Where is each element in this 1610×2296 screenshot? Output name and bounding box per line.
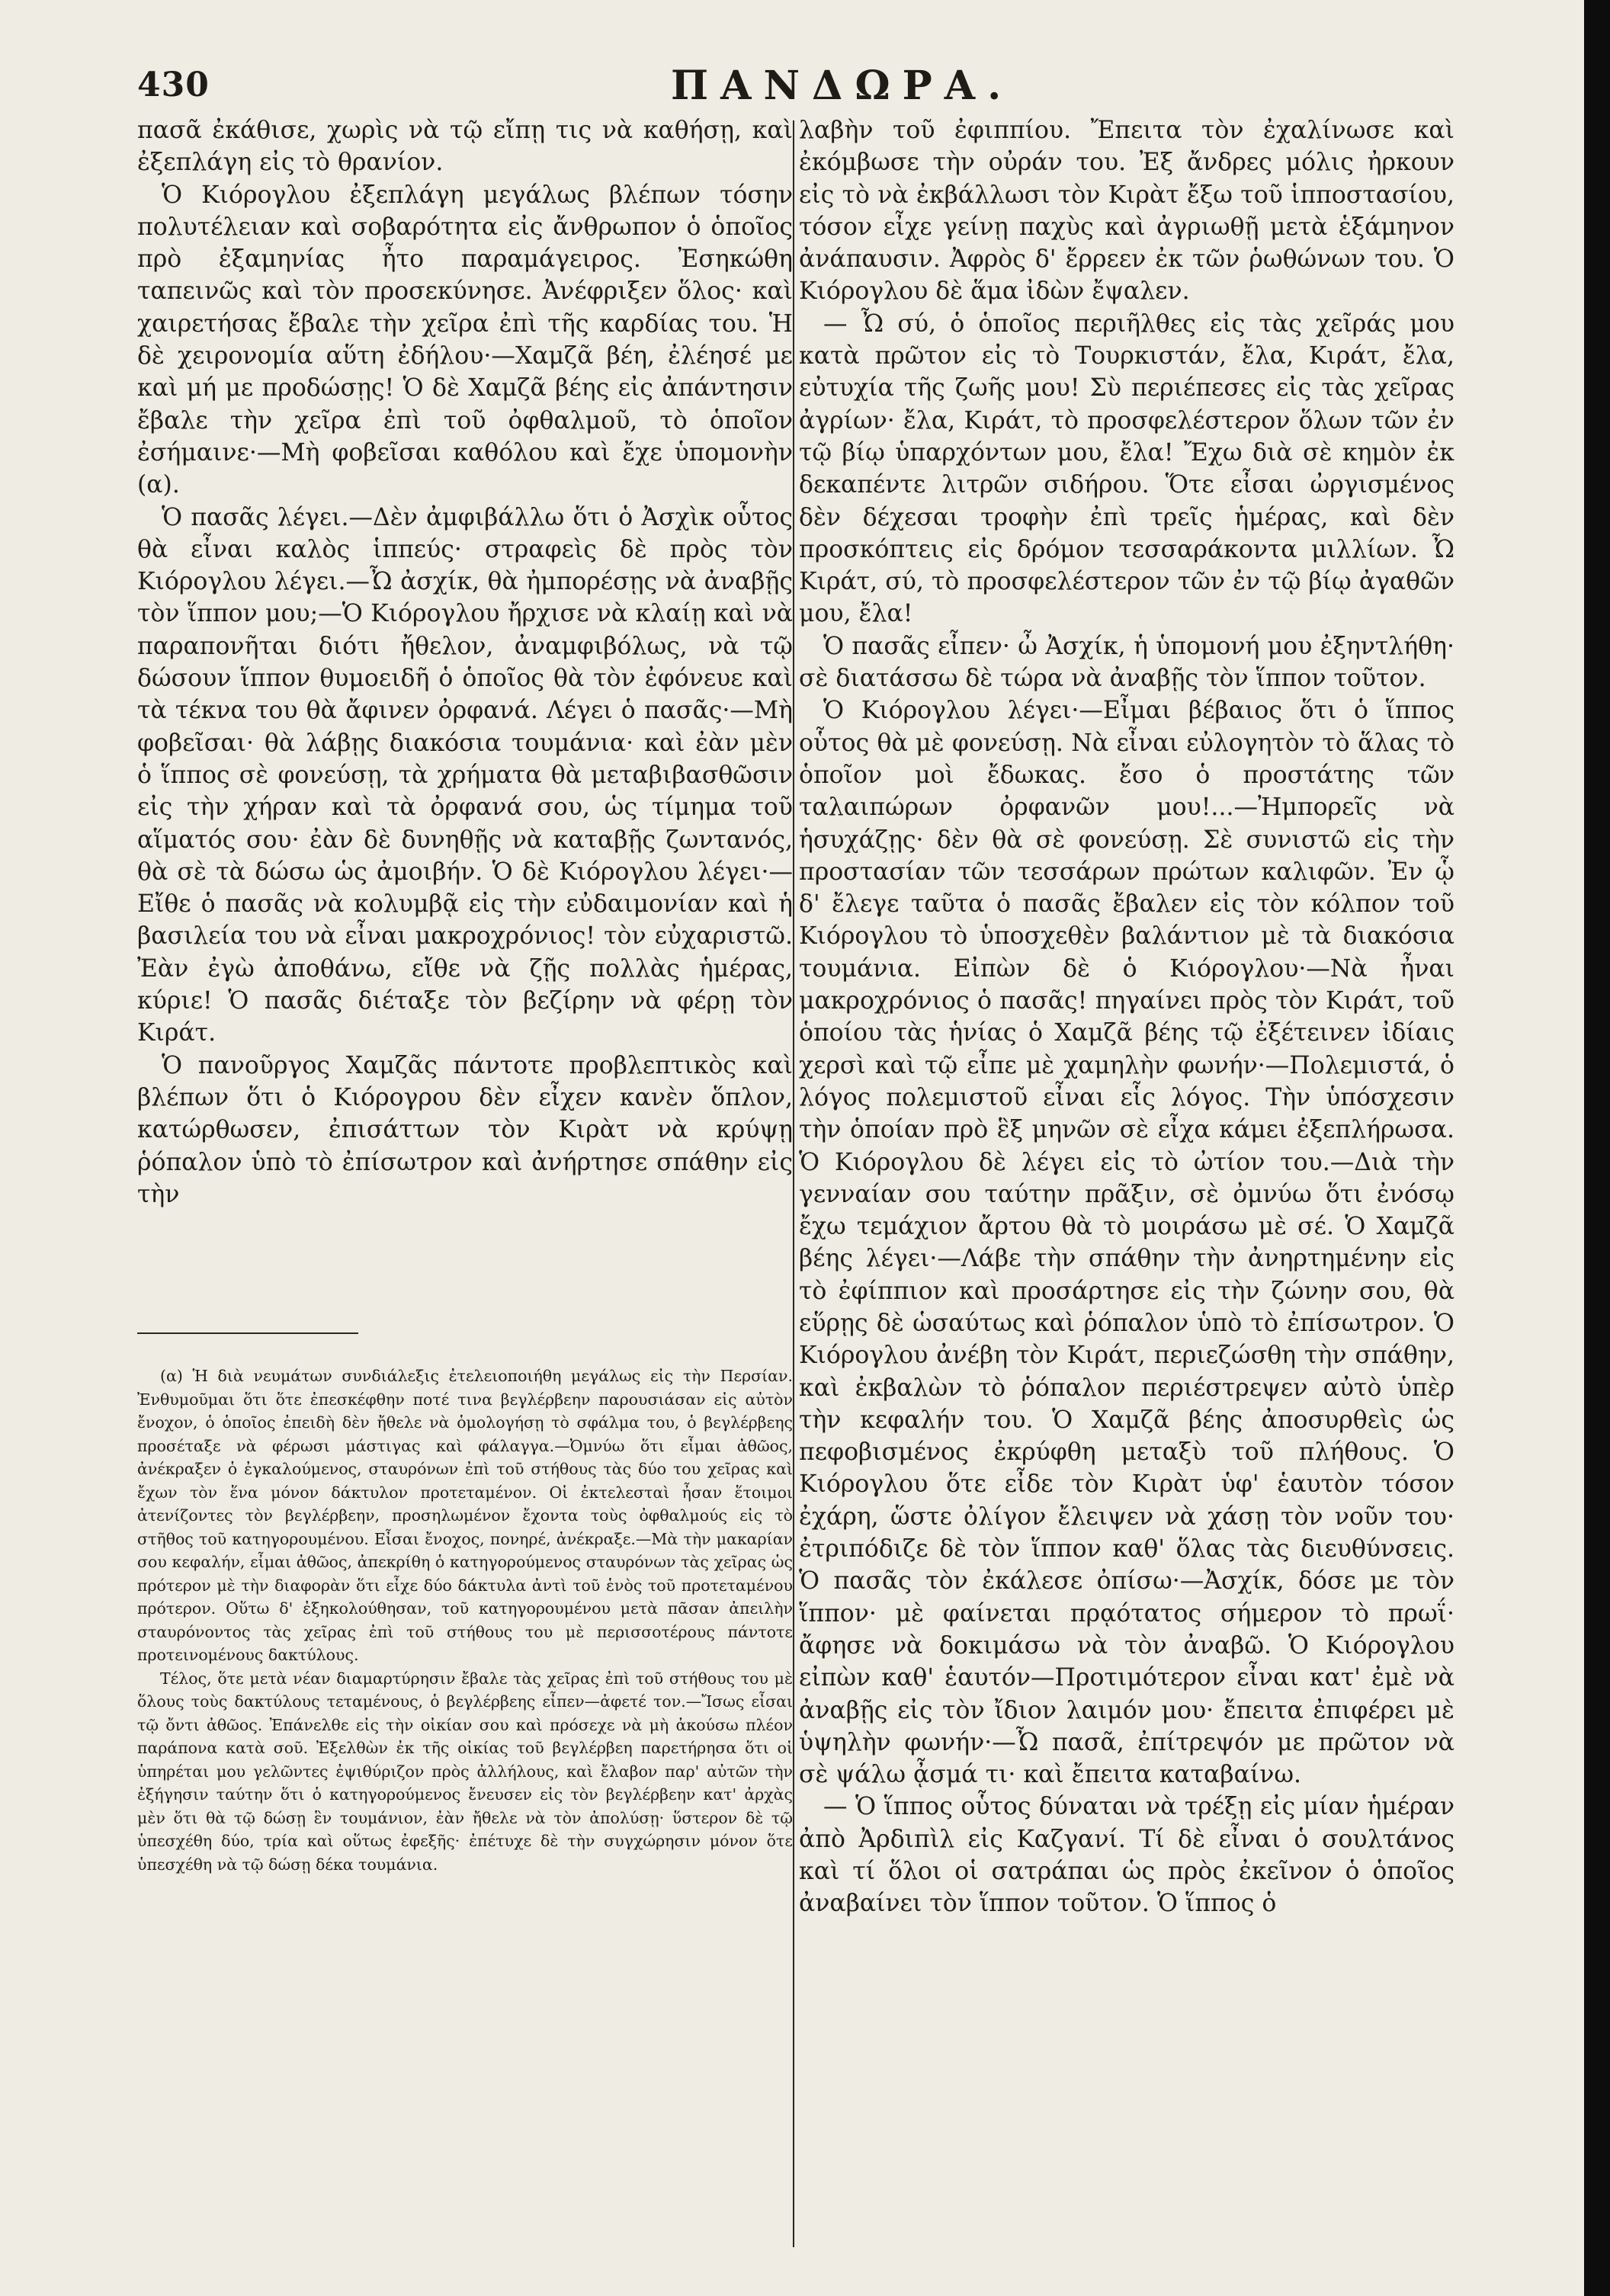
column-divider (793, 120, 794, 2247)
page-header (137, 63, 1570, 116)
paragraph: — Ὁ ἵππος οὗτος δύναται νὰ τρέξῃ εἰς μίαν ἡμέραν ἀπὸ Ἀρδιπὶλ εἰς Καζγανί. Τί δὲ εἶναι ὁ σουλτάνος καὶ τί ὅλοι οἱ σατράπαι ὡς πρὸς ἐκεῖνον ὁ ὁποῖος ἀναβαίνει τὸν ἵππον τοῦτον. Ὁ ἵππος ὁ (799, 1793, 1454, 1918)
right-column (799, 114, 1454, 1920)
paragraph: λαβὴν τοῦ ἐφιππίου. Ἔπειτα τὸν ἐχαλίνωσε καὶ ἐκόμβωσε τὴν οὐράν του. Ἐξ ἄνδρες μόλις ἠρκουν εἰς τὸ νὰ ἐκβάλλωσι τὸν Κιρὰτ ἔξω τοῦ ἱπποστασίου, τόσον εἶχε γείνῃ παχὺς καὶ ἀγριωθῇ μετὰ ἑξάμηνον ἀνάπαυσιν. Ἀφρὸς δ' ἔρρεεν ἐκ τῶν ῥωθώνων του. Ὁ Κιόρογλου δὲ ἅμα ἰδὼν ἔψαλεν. (799, 117, 1454, 306)
paragraph: Ὁ πασᾶς λέγει.—Δὲν ἀμφιβάλλω ὅτι ὁ Ἀσχὶκ οὗτος θὰ εἶναι καλὸς ἱππεύς· στραφεὶς δὲ πρὸς τὸν Κιόρογλου λέγει.—Ὦ ἀσχίκ, θὰ ἠμπορέσῃς νὰ ἀναβῇς τὸν ἵππον μου;—Ὁ Κιόρογλου ἤρχισε νὰ κλαίῃ καὶ νὰ παραπονῆται διότι ἤθελον, ἀναμφιβόλως, νὰ τῷ δώσουν ἵππον θυμοειδῆ ὁ ὁποῖος θὰ τὸν ἐφόνευε καὶ τὰ τέκνα του θὰ ἄφινεν ὀρφανά. Λέγει ὁ πασᾶς·—Μὴ φοβεῖσαι· θὰ λάβῃς διακόσια τουμάνια· καὶ ἐὰν μὲν ὁ ἵππος σὲ φονεύσῃ, τὰ χρήματα θὰ μεταβιβασθῶσιν εἰς τὴν χήραν καὶ τὰ ὀρφανά σου, ὡς τίμημα τοῦ αἵματός σου· ἐὰν δὲ δυνηθῇς νὰ καταβῇς ζωντανός, θὰ σὲ τὰ δώσω ὡς ἀμοιβήν. Ὁ δὲ Κιόρογλου λέγει·—Εἴθε ὁ πασᾶς νὰ κολυμβᾷ εἰς τὴν εὐδαιμονίαν καὶ ἡ βασιλεία του νὰ εἶναι μακροχρόνιος! τὸν εὐχαριστῶ. Ἐὰν ἐγὼ ἀποθάνω, εἴθε νὰ ζῇς πολλὰς ἡμέρας, κύριε! Ὁ πασᾶς διέταξε τὸν βεζίρην νὰ φέρῃ τὸν Κιράτ. (137, 503, 793, 1047)
footnote-separator (137, 1332, 358, 1334)
footnotes (137, 1364, 793, 1876)
paragraph: Ὁ Κιόρογλου ἐξεπλάγη μεγάλως βλέπων τόσην πολυτέλειαν καὶ σοβαρότητα εἰς ἄνθρωπον ὁ ὁποῖος πρὸ ἐξαμηνίας ἦτο παραμάγειρος. Ἐσηκώθη ταπεινῶς καὶ τὸν προσεκύνησε. Ἀνέφριξεν ὅλος· καὶ χαιρετήσας ἔβαλε τὴν χεῖρα ἐπὶ τῆς καρδίας του. Ἡ δὲ χειρονομία αὕτη ἐδήλου·—Χαμζᾶ βέη, ἐλέησέ με καὶ μή με προδώσῃς! Ὁ δὲ Χαμζᾶ βέης εἰς ἀπάντησιν ἔβαλε τὴν χεῖρα ἐπὶ τοῦ ὀφθαλμοῦ, τὸ ὁποῖον ἐσήμαινε·—Μὴ φοβεῖσαι καθόλου καὶ ἔχε ὑπομονὴν (α). (137, 181, 793, 499)
footnote: (α) Ἡ διὰ νευμάτων συνδιάλεξις ἐτελειοποιήθη μεγάλως εἰς τὴν Περσίαν. Ἐνθυμοῦμαι ὅτι ὅτε ἐπεσκέφθην ποτέ τινα βεγλέρβεην παρουσιάσαν εἰς αὐτὸν ἔνοχον, ὁ ὁποῖος ἐπειδὴ δὲν ἤθελε νὰ ὁμολογήσῃ τὸ σφάλμα του, ὁ βεγλέρβεης προσέταξε νὰ φέρωσι μάστιγας καὶ φάλαγγα.—Ὀμνύω ὅτι εἶμαι ἀθῶος, ἀνέκραξεν ὁ ἐγκαλούμενος, σταυρόνων ἐπὶ τοῦ στήθους τὰς δύο του χεῖρας καὶ ἔχων τὸν ἕνα μόνον δάκτυλον προτεταμένον. Οἱ ἐκτελεσταὶ ἦσαν ἕτοιμοι ἀτενίζοντες τὸν βεγλέρβεην, προσηλωμένον ἔχοντα τοὺς ὀφθαλμούς εἰς τὸ στῆθος τοῦ κατηγορουμένου. Εἶσαι ἔνοχος, πονηρέ, ἀνέκραξε.—Μὰ τὴν μακαρίαν σου κεφαλήν, εἶμαι ἀθῶος, ἀπεκρίθη ὁ κατηγορούμενος σταυρόνων τὰς χεῖρας ὡς πρότερον μὲ τὴν διαφορὰν ὅτι εἶχε δύο δάκτυλα ἀντὶ τοῦ ἑνὸς τοῦ προτεταμένου πρότερον. Οὕτω δ' ἐξηκολούθησαν, τοῦ κατηγορουμένου μετὰ πᾶσαν ἀπειλὴν σταυρόνοντος τὰς χεῖρας ἐπὶ τοῦ στήθους του μὲ περισσοτέρους πάντοτε προτεινομένους δακτύλους. (137, 1367, 793, 1664)
page-number: 430 (137, 66, 210, 104)
running-title: ΠΑΝΔΩΡΑ. (671, 63, 1014, 109)
paragraph: πασᾶ ἐκάθισε, χωρὶς νὰ τῷ εἴπῃ τις νὰ καθήσῃ, καὶ ἐξεπλάγη εἰς τὸ θρανίον. (137, 117, 793, 177)
paragraph: Ὁ πασᾶς εἶπεν· ὦ Ἀσχίκ, ἡ ὑπομονή μου ἐξηντλήθη· σὲ διατάσσω δὲ τώρα νὰ ἀναβῇς τὸν ἵππον τοῦτον. (799, 632, 1454, 693)
left-column (137, 114, 793, 1211)
footnote: Τέλος, ὅτε μετὰ νέαν διαμαρτύρησιν ἔβαλε τὰς χεῖρας ἐπὶ τοῦ στήθους του μὲ ὅλους τοὺς δακτύλους τεταμένους, ὁ βεγλέρβεης εἶπεν—ἀφετέ τον.—Ἴσως εἶσαι τῷ ὄντι ἀθῶος. Ἐπάνελθε εἰς τὴν οἰκίαν σου καὶ πρόσεχε νὰ μὴ ἀκούσω πλέον παράπονα κατὰ σοῦ. Ἐξελθὼν ἐκ τῆς οἰκίας τοῦ βεγλέρβεη παρετήρησα ὅτι οἱ ὑπηρέται μου γελῶντες ἐψιθύριζον πρὸς ἀλλήλους, καὶ ἔλαβον παρ' αὐτῶν τὴν ἐξήγησιν ταύτην ὅτι ὁ κατηγορούμενος ἔνευσεν εἰς τὸν βεγλέρβεην κατ' ἀρχὰς μὲν ὅτι θὰ τῷ δώσῃ ἓν τουμάνιον, ἐὰν ἤθελε νὰ τὸν ἀπολύσῃ· ὕστερον δὲ τῷ ὑπεσχέθη δύο, τρία καὶ οὕτως ἐφεξῆς· ἐπέτυχε δὲ τὴν συγχώρησιν μόνον ὅτε ὑπεσχέθη νὰ τῷ δώσῃ δέκα τουμάνια. (137, 1669, 793, 1874)
paragraph: — Ὦ σύ, ὁ ὁποῖος περιῆλθες εἰς τὰς χεῖράς μου κατὰ πρῶτον εἰς τὸ Τουρκιστάν, ἔλα, Κιράτ, ἔλα, εὐτυχία τῆς ζωῆς μου! Σὺ περιέπεσες εἰς τὰς χεῖρας ἀγρίων· ἔλα, Κιράτ, τὸ προσφελέστερον ὅλων τῶν ἐν τῷ βίῳ ὑπαρχόντων μου, ἔλα! Ἔχω διὰ σὲ κημὸν ἐκ δεκαπέντε λιτρῶν σιδήρου. Ὅτε εἶσαι ὠργισμένος δὲν δέχεσαι τροφὴν ἐπὶ τρεῖς ἡμέρας, καὶ δὲν προσκόπτεις εἰς δρόμον τεσσαράκοντα μιλλίων. Ὦ Κιράτ, σύ, τὸ προσφελέστερον τῶν ἐν τῷ βίῳ ἀγαθῶν μου, ἔλα! (799, 309, 1454, 628)
paragraph: Ὁ Κιόρογλου λέγει·—Εἶμαι βέβαιος ὅτι ὁ ἵππος οὗτος θὰ μὲ φονεύσῃ. Νὰ εἶναι εὐλογητὸν τὸ ἅλας τὸ ὁποῖον μοὶ ἔδωκας. ἔσο ὁ προστάτης τῶν ταλαιπώρων ὀρφανῶν μου!...—Ἠμπορεῖς νὰ ἡσυχάζῃς· δὲν θὰ σὲ φονεύσῃ. Σὲ συνιστῶ εἰς τὴν προστασίαν τῶν τεσσάρων πρώτων καλιφῶν. Ἐν ᾧ δ' ἔλεγε ταῦτα ὁ πασᾶς ἔβαλεν εἰς τὸν κόλπον τοῦ Κιόρογλου τὸ ὑποσχεθὲν βαλάντιον μὲ τὰ διακόσια τουμάνια. Εἰπὼν δὲ ὁ Κιόρογλου·—Νὰ ἦναι μακροχρόνιος ὁ πασᾶς! πηγαίνει πρὸς τὸν Κιράτ, τοῦ ὁποίου τὰς ἡνίας ὁ Χαμζᾶ βέης τῷ ἐξέτεινεν ἰδίαις χερσὶ καὶ τῷ εἶπε μὲ χαμηλὴν φωνήν·—Πολεμιστά, ὁ λόγος πολεμιστοῦ εἶναι εἷς λόγος. Τὴν ὑπόσχεσιν τὴν ὁποίαν πρὸ ἓξ μηνῶν σὲ εἶχα κάμει ἐξεπλήρωσα. Ὁ Κιόρογλου δὲ λέγει εἰς τὸ ὠτίον του.—Διὰ τὴν γενναίαν σου ταύτην πρᾶξιν, σὲ ὀμνύω ὅτι ἐνόσῳ ἔχω τεμάχιον ἄρτου θὰ τὸ μοιράσω μὲ σέ. Ὁ Χαμζᾶ βέης λέγει·—Λάβε τὴν σπάθην τὴν ἀνηρτημένην εἰς τὸ ἐφίππιον καὶ προσάρτησε εἰς τὴν ζώνην σου, θὰ εὕρῃς δὲ ὡσαύτως καὶ ῥόπαλον ὑπὸ τὸ ἐπίσωτρον. Ὁ Κιόρογλου ἀνέβη τὸν Κιράτ, περιεζώσθη τὴν σπάθην, καὶ ἐκβαλὼν τὸ ῥόπαλον περιέστρεψεν αὐτὸ ὑπὲρ τὴν κεφαλήν του. Ὁ Χαμζᾶ βέης ἀποσυρθεὶς ὡς πεφοβισμένος ἐκρύφθη μεταξὺ τοῦ πλήθους. Ὁ Κιόρογλου ὅτε εἶδε τὸν Κιρὰτ ὑφ' ἑαυτὸν τόσον ἐχάρη, ὥστε ὀλίγον ἔλειψεν νὰ χάσῃ τὸν νοῦν του· ἐτριπόδιζε δὲ τὸν ἵππον καθ' ὅλας τὰς διευθύνσεις. Ὁ πασᾶς τὸν ἐκάλεσε ὀπίσω·—Ἀσχίκ, δόσε με τὸν ἵππον· μὲ φαίνεται πρᾳότατος σήμερον τὸ πρωΐ· ἄφησε νὰ δοκιμάσω νὰ τὸν ἀναβῶ. Ὁ Κιόρογλου εἰπὼν καθ' ἑαυτόν—Προτιμότερον εἶναι κατ' ἐμὲ νὰ ἀναβῇς εἰς τὸν ἴδιον λαιμόν μου· ἔπειτα ἐπιφέρει μὲ ὑψηλὴν φωνήν·—Ὦ πασᾶ, ἐπίτρεψόν με πρῶτον νὰ σὲ ψάλω ᾆσμά τι· καὶ ἔπειτα καταβαίνω. (799, 697, 1454, 1789)
scan-border (1584, 0, 1610, 2296)
paragraph: Ὁ πανοῦργος Χαμζᾶς πάντοτε προβλεπτικὸς καὶ βλέπων ὅτι ὁ Κιόρογρου δὲν εἶχεν κανὲν ὅπλον, κατώρθωσεν, ἐπισάττων τὸν Κιρὰτ νὰ κρύψῃ ῥόπαλον ὑπὸ τὸ ἐπίσωτρον καὶ ἀνήρτησε σπάθην εἰς τὴν (137, 1051, 793, 1208)
